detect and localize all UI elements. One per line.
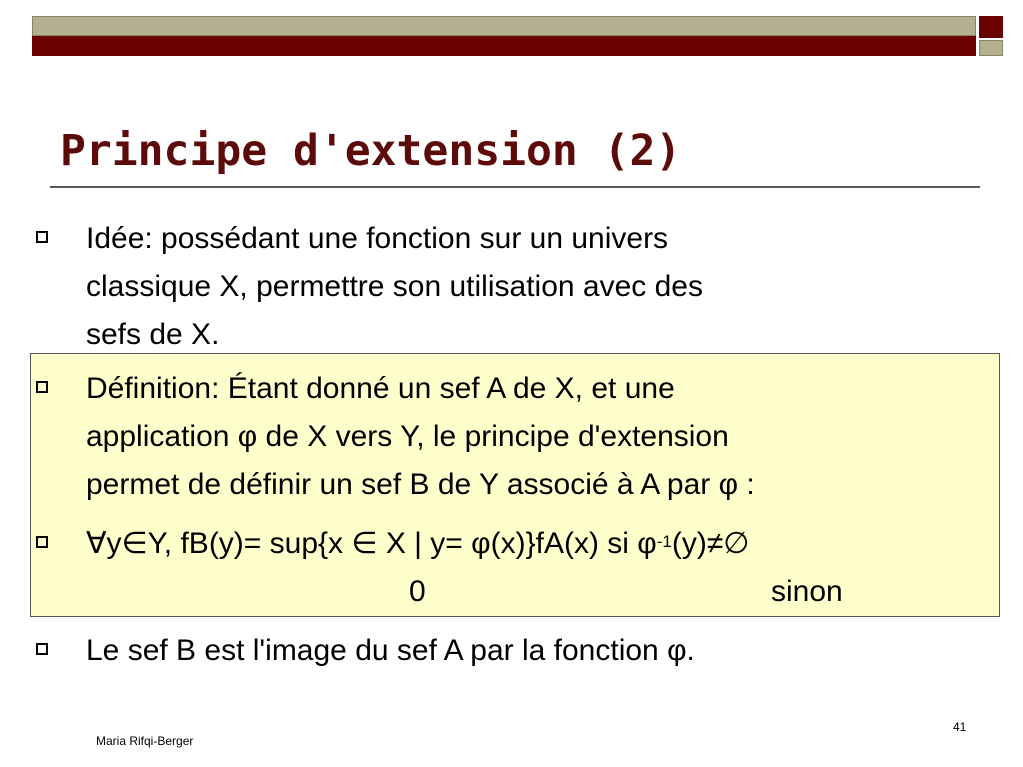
bullet-image-text: Le sef B est l'image du sef A par la fonction φ. xyxy=(86,634,695,667)
square-bullet-icon xyxy=(36,643,48,655)
header-bar-olive xyxy=(32,16,976,36)
bullet-idea-line-3: sefs de X. xyxy=(86,318,220,351)
bullet-definition-line-1: Définition: Étant donné un sef A de X, et une xyxy=(86,372,675,405)
title-divider xyxy=(50,186,980,188)
bullet-definition-line-2: application φ de X vers Y, le principe d'extension xyxy=(86,420,729,453)
bullet-idea-text xyxy=(86,215,703,359)
formula-zero: 0 xyxy=(409,575,426,608)
header-bar-maroon xyxy=(32,36,976,56)
formula-superscript: -1 xyxy=(656,532,672,551)
square-bullet-icon xyxy=(36,381,48,393)
bullet-definition-line-3: permet de définir un sef B de Y associé à A par φ : xyxy=(86,468,755,501)
formula-otherwise: sinon xyxy=(771,575,843,608)
page-number: 41 xyxy=(953,720,967,734)
formula-condition: (y)≠∅ xyxy=(671,527,750,560)
footer-author: Maria Rifqi-Berger xyxy=(96,734,194,748)
corner-square-olive xyxy=(979,40,1003,56)
formula-main: ∀y∈Y, fB(y)= sup{x ∈ X | y= φ(x)}fA(x) si φ xyxy=(86,527,657,560)
bullet-definition-text xyxy=(86,365,755,509)
square-bullet-icon xyxy=(36,231,48,243)
corner-square-maroon xyxy=(979,16,1003,38)
bullet-formula-text xyxy=(86,520,843,608)
slide-title: Principe d'extension (2) xyxy=(60,126,682,176)
bullet-idea-line-1: Idée: possédant une fonction sur un univers xyxy=(86,222,669,255)
bullet-idea-line-2: classique X, permettre son utilisation avec des xyxy=(86,270,703,303)
square-bullet-icon xyxy=(36,536,48,548)
